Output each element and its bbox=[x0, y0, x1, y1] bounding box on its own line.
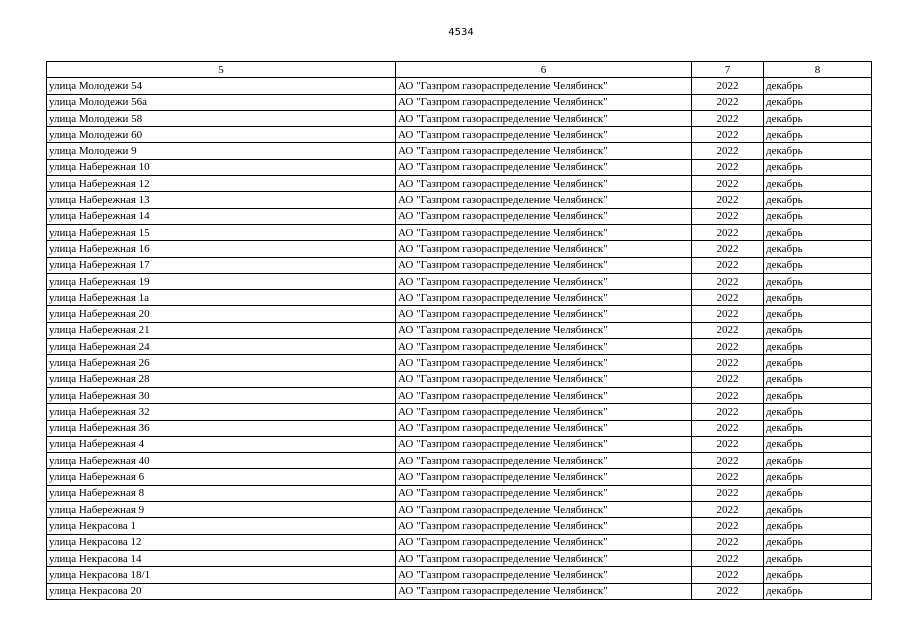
address-cell: улица Набережная 15 bbox=[47, 224, 396, 240]
organization-cell: АО "Газпром газораспределение Челябинск" bbox=[396, 436, 692, 452]
table-row bbox=[47, 550, 872, 566]
year-cell: 2022 bbox=[692, 518, 764, 534]
year-cell: 2022 bbox=[692, 257, 764, 273]
address-cell: улица Набережная 12 bbox=[47, 176, 396, 192]
column-header-8: 8 bbox=[764, 62, 872, 78]
column-header-7: 7 bbox=[692, 62, 764, 78]
table-row bbox=[47, 241, 872, 257]
year-cell: 2022 bbox=[692, 176, 764, 192]
year-cell: 2022 bbox=[692, 485, 764, 501]
year-cell: 2022 bbox=[692, 127, 764, 143]
year-cell: 2022 bbox=[692, 94, 764, 110]
year-cell: 2022 bbox=[692, 534, 764, 550]
month-cell: декабрь bbox=[764, 583, 872, 599]
organization-cell: АО "Газпром газораспределение Челябинск" bbox=[396, 159, 692, 175]
address-cell: улица Набережная 40 bbox=[47, 453, 396, 469]
month-cell: декабрь bbox=[764, 469, 872, 485]
month-cell: декабрь bbox=[764, 176, 872, 192]
address-cell: улица Набережная 1а bbox=[47, 290, 396, 306]
organization-cell: АО "Газпром газораспределение Челябинск" bbox=[396, 355, 692, 371]
address-cell: улица Набережная 8 bbox=[47, 485, 396, 501]
month-cell: декабрь bbox=[764, 339, 872, 355]
month-cell: декабрь bbox=[764, 78, 872, 94]
table-row bbox=[47, 371, 872, 387]
table-row bbox=[47, 518, 872, 534]
organization-cell: АО "Газпром газораспределение Челябинск" bbox=[396, 127, 692, 143]
year-cell: 2022 bbox=[692, 78, 764, 94]
address-cell: улица Набережная 28 bbox=[47, 371, 396, 387]
column-header-6: 6 bbox=[396, 62, 692, 78]
year-cell: 2022 bbox=[692, 371, 764, 387]
month-cell: декабрь bbox=[764, 94, 872, 110]
address-cell: улица Набережная 21 bbox=[47, 322, 396, 338]
year-cell: 2022 bbox=[692, 110, 764, 126]
organization-cell: АО "Газпром газораспределение Челябинск" bbox=[396, 322, 692, 338]
address-cell: улица Набережная 36 bbox=[47, 420, 396, 436]
organization-cell: АО "Газпром газораспределение Челябинск" bbox=[396, 485, 692, 501]
table-row bbox=[47, 485, 872, 501]
organization-cell: АО "Газпром газораспределение Челябинск" bbox=[396, 176, 692, 192]
address-cell: улица Набережная 30 bbox=[47, 387, 396, 403]
organization-cell: АО "Газпром газораспределение Челябинск" bbox=[396, 534, 692, 550]
table-body bbox=[47, 78, 872, 600]
month-cell: декабрь bbox=[764, 550, 872, 566]
organization-cell: АО "Газпром газораспределение Челябинск" bbox=[396, 404, 692, 420]
address-cell: улица Молодежи 54 bbox=[47, 78, 396, 94]
table-row bbox=[47, 127, 872, 143]
address-cell: улица Набережная 17 bbox=[47, 257, 396, 273]
address-cell: улица Некрасова 20 bbox=[47, 583, 396, 599]
month-cell: декабрь bbox=[764, 224, 872, 240]
year-cell: 2022 bbox=[692, 143, 764, 159]
table-row bbox=[47, 404, 872, 420]
year-cell: 2022 bbox=[692, 469, 764, 485]
organization-cell: АО "Газпром газораспределение Челябинск" bbox=[396, 306, 692, 322]
organization-cell: АО "Газпром газораспределение Челябинск" bbox=[396, 339, 692, 355]
organization-cell: АО "Газпром газораспределение Челябинск" bbox=[396, 257, 692, 273]
organization-cell: АО "Газпром газораспределение Челябинск" bbox=[396, 387, 692, 403]
organization-cell: АО "Газпром газораспределение Челябинск" bbox=[396, 290, 692, 306]
column-header-5: 5 bbox=[47, 62, 396, 78]
month-cell: декабрь bbox=[764, 420, 872, 436]
month-cell: декабрь bbox=[764, 127, 872, 143]
address-cell: улица Молодежи 58 bbox=[47, 110, 396, 126]
month-cell: декабрь bbox=[764, 567, 872, 583]
month-cell: декабрь bbox=[764, 290, 872, 306]
organization-cell: АО "Газпром газораспределение Челябинск" bbox=[396, 78, 692, 94]
address-cell: улица Некрасова 14 bbox=[47, 550, 396, 566]
table-row bbox=[47, 143, 872, 159]
year-cell: 2022 bbox=[692, 290, 764, 306]
organization-cell: АО "Газпром газораспределение Челябинск" bbox=[396, 518, 692, 534]
organization-cell: АО "Газпром газораспределение Челябинск" bbox=[396, 420, 692, 436]
address-cell: улица Некрасова 1 bbox=[47, 518, 396, 534]
address-cell: улица Молодежи 60 bbox=[47, 127, 396, 143]
table-row bbox=[47, 567, 872, 583]
organization-cell: АО "Газпром газораспределение Челябинск" bbox=[396, 453, 692, 469]
year-cell: 2022 bbox=[692, 159, 764, 175]
table-row bbox=[47, 534, 872, 550]
year-cell: 2022 bbox=[692, 339, 764, 355]
table-row bbox=[47, 502, 872, 518]
address-cell: улица Набережная 24 bbox=[47, 339, 396, 355]
address-cell: улица Молодежи 56а bbox=[47, 94, 396, 110]
year-cell: 2022 bbox=[692, 420, 764, 436]
table-row bbox=[47, 273, 872, 289]
table-row bbox=[47, 339, 872, 355]
organization-cell: АО "Газпром газораспределение Челябинск" bbox=[396, 583, 692, 599]
month-cell: декабрь bbox=[764, 534, 872, 550]
month-cell: декабрь bbox=[764, 143, 872, 159]
table-row bbox=[47, 583, 872, 599]
month-cell: декабрь bbox=[764, 485, 872, 501]
year-cell: 2022 bbox=[692, 192, 764, 208]
organization-cell: АО "Газпром газораспределение Челябинск" bbox=[396, 371, 692, 387]
table-row bbox=[47, 192, 872, 208]
organization-cell: АО "Газпром газораспределение Челябинск" bbox=[396, 224, 692, 240]
table-row bbox=[47, 453, 872, 469]
table-row bbox=[47, 290, 872, 306]
organization-cell: АО "Газпром газораспределение Челябинск" bbox=[396, 94, 692, 110]
year-cell: 2022 bbox=[692, 355, 764, 371]
organization-cell: АО "Газпром газораспределение Челябинск" bbox=[396, 469, 692, 485]
month-cell: декабрь bbox=[764, 159, 872, 175]
month-cell: декабрь bbox=[764, 192, 872, 208]
month-cell: декабрь bbox=[764, 110, 872, 126]
year-cell: 2022 bbox=[692, 453, 764, 469]
table-header-row bbox=[47, 62, 872, 78]
month-cell: декабрь bbox=[764, 518, 872, 534]
organization-cell: АО "Газпром газораспределение Челябинск" bbox=[396, 273, 692, 289]
table-row bbox=[47, 224, 872, 240]
year-cell: 2022 bbox=[692, 404, 764, 420]
address-cell: улица Набережная 6 bbox=[47, 469, 396, 485]
month-cell: декабрь bbox=[764, 355, 872, 371]
month-cell: декабрь bbox=[764, 436, 872, 452]
month-cell: декабрь bbox=[764, 257, 872, 273]
table-row bbox=[47, 387, 872, 403]
month-cell: декабрь bbox=[764, 273, 872, 289]
year-cell: 2022 bbox=[692, 567, 764, 583]
year-cell: 2022 bbox=[692, 241, 764, 257]
address-cell: улица Некрасова 12 bbox=[47, 534, 396, 550]
address-cell: улица Набережная 9 bbox=[47, 502, 396, 518]
table-row bbox=[47, 176, 872, 192]
year-cell: 2022 bbox=[692, 550, 764, 566]
table-row bbox=[47, 208, 872, 224]
month-cell: декабрь bbox=[764, 322, 872, 338]
month-cell: декабрь bbox=[764, 404, 872, 420]
gas-maintenance-table bbox=[46, 61, 872, 600]
year-cell: 2022 bbox=[692, 322, 764, 338]
organization-cell: АО "Газпром газораспределение Челябинск" bbox=[396, 208, 692, 224]
table-row bbox=[47, 322, 872, 338]
address-cell: улица Набережная 26 bbox=[47, 355, 396, 371]
year-cell: 2022 bbox=[692, 208, 764, 224]
organization-cell: АО "Газпром газораспределение Челябинск" bbox=[396, 567, 692, 583]
table-row bbox=[47, 469, 872, 485]
table-row bbox=[47, 94, 872, 110]
month-cell: декабрь bbox=[764, 502, 872, 518]
year-cell: 2022 bbox=[692, 502, 764, 518]
table-row bbox=[47, 78, 872, 94]
address-cell: улица Набережная 19 bbox=[47, 273, 396, 289]
organization-cell: АО "Газпром газораспределение Челябинск" bbox=[396, 550, 692, 566]
table-row bbox=[47, 306, 872, 322]
year-cell: 2022 bbox=[692, 583, 764, 599]
address-cell: улица Набережная 16 bbox=[47, 241, 396, 257]
address-cell: улица Набережная 32 bbox=[47, 404, 396, 420]
table-row bbox=[47, 420, 872, 436]
table-row bbox=[47, 355, 872, 371]
table-row bbox=[47, 110, 872, 126]
month-cell: декабрь bbox=[764, 371, 872, 387]
month-cell: декабрь bbox=[764, 241, 872, 257]
address-cell: улица Некрасова 18/1 bbox=[47, 567, 396, 583]
table-row bbox=[47, 436, 872, 452]
month-cell: декабрь bbox=[764, 387, 872, 403]
month-cell: декабрь bbox=[764, 453, 872, 469]
address-cell: улица Набережная 13 bbox=[47, 192, 396, 208]
address-cell: улица Набережная 20 bbox=[47, 306, 396, 322]
address-cell: улица Набережная 10 bbox=[47, 159, 396, 175]
month-cell: декабрь bbox=[764, 208, 872, 224]
year-cell: 2022 bbox=[692, 224, 764, 240]
month-cell: декабрь bbox=[764, 306, 872, 322]
organization-cell: АО "Газпром газораспределение Челябинск" bbox=[396, 110, 692, 126]
address-cell: улица Набережная 4 bbox=[47, 436, 396, 452]
page-number: 4534 bbox=[448, 27, 474, 38]
year-cell: 2022 bbox=[692, 387, 764, 403]
year-cell: 2022 bbox=[692, 306, 764, 322]
year-cell: 2022 bbox=[692, 273, 764, 289]
table-row bbox=[47, 159, 872, 175]
organization-cell: АО "Газпром газораспределение Челябинск" bbox=[396, 192, 692, 208]
year-cell: 2022 bbox=[692, 436, 764, 452]
address-cell: улица Молодежи 9 bbox=[47, 143, 396, 159]
organization-cell: АО "Газпром газораспределение Челябинск" bbox=[396, 502, 692, 518]
table-row bbox=[47, 257, 872, 273]
address-cell: улица Набережная 14 bbox=[47, 208, 396, 224]
organization-cell: АО "Газпром газораспределение Челябинск" bbox=[396, 241, 692, 257]
organization-cell: АО "Газпром газораспределение Челябинск" bbox=[396, 143, 692, 159]
